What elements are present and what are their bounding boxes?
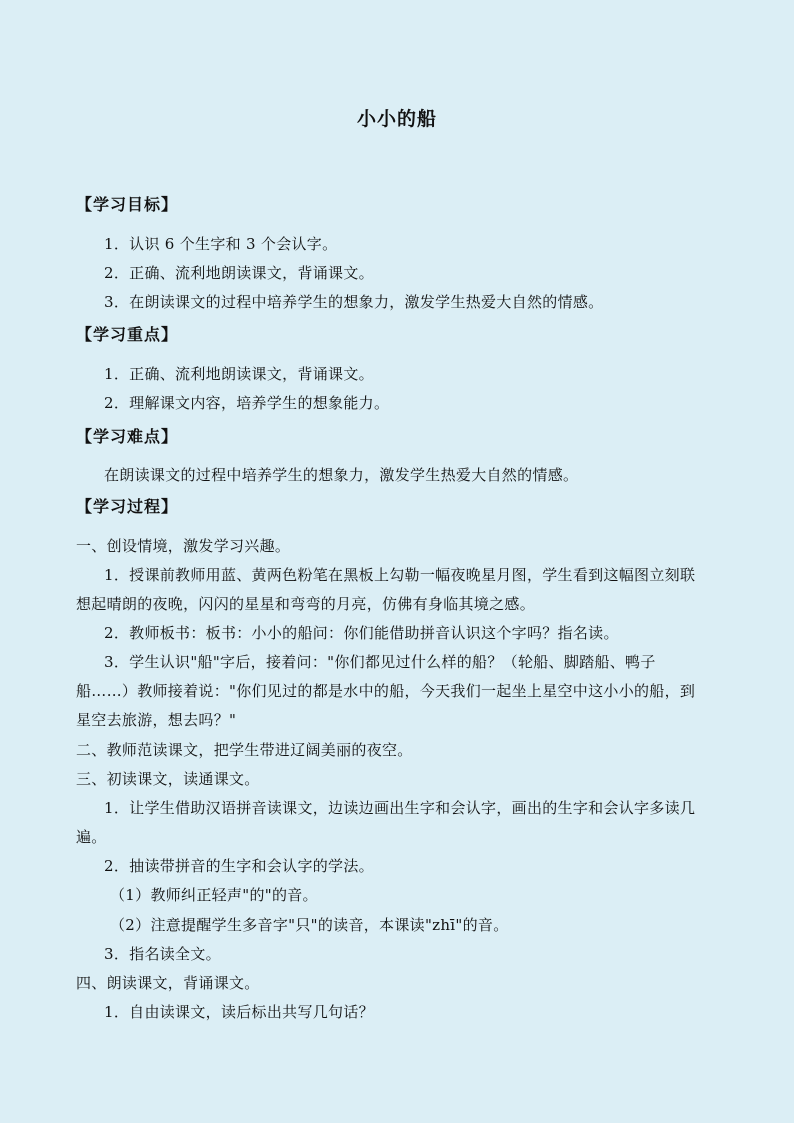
key-point-item-2: 2．理解课文内容，培养学生的想象能力。: [104, 394, 390, 412]
process-line: 船……）教师接着说："你们见过的都是水中的船，今天我们一起坐上星空中这小小的船，到: [76, 682, 696, 700]
key-points-heading: 【学习重点】: [76, 325, 179, 344]
process-line: （2）注意提醒学生多音字"只"的读音，本课读"zhī"的音。: [110, 916, 509, 934]
process-line: 二、教师范读课文，把学生带进辽阔美丽的夜空。: [76, 741, 413, 759]
process-line: 2．抽读带拼音的生字和会认字的学法。: [104, 857, 374, 875]
process-line: 星空去旅游，想去吗？": [76, 711, 237, 729]
process-line: 一、创设情境，激发学习兴趣。: [76, 537, 291, 555]
process-heading: 【学习过程】: [76, 497, 179, 516]
process-line: 1．自由读课文，读后标出共写几句话？: [104, 1003, 374, 1021]
difficulties-heading: 【学习难点】: [76, 427, 179, 446]
goal-item-3: 3．在朗读课文的过程中培养学生的想象力，激发学生热爱大自然的情感。: [104, 293, 604, 311]
goal-item-2: 2．正确、流利地朗读课文，背诵课文。: [104, 264, 374, 282]
process-line: 3．学生认识"船"字后，接着问："你们都见过什么样的船？（轮船、脚踏船、鸭子: [104, 653, 656, 671]
key-point-item-1: 1．正确、流利地朗读课文，背诵课文。: [104, 365, 374, 383]
process-line: 2．教师板书：板书：小小的船问：你们能借助拼音认识这个字吗？指名读。: [104, 624, 619, 642]
page-title: 小小的船: [356, 108, 437, 130]
goal-item-1: 1．认识 6 个生字和 3 个会认字。: [104, 235, 338, 253]
process-line: 1．授课前教师用蓝、黄两色粉笔在黑板上勾勒一幅夜晚星月图，学生看到这幅图立刻联: [104, 566, 696, 584]
process-line: 1．让学生借助汉语拼音读课文，边读边画出生字和会认字，画出的生字和会认字多读几: [104, 799, 696, 817]
process-line: （1）教师纠正轻声"的"的音。: [110, 886, 318, 904]
process-line: 想起晴朗的夜晚，闪闪的星星和弯弯的月亮，仿佛有身临其境之感。: [76, 595, 536, 613]
goals-heading: 【学习目标】: [76, 195, 179, 214]
process-line: 四、朗读课文，背诵课文。: [76, 974, 260, 992]
difficulty-item-1: 在朗读课文的过程中培养学生的想象力，激发学生热爱大自然的情感。: [104, 466, 579, 484]
process-line: 3．指名读全文。: [104, 945, 221, 963]
process-line: 三、初读课文，读通课文。: [76, 770, 260, 788]
process-line: 遍。: [76, 828, 107, 846]
